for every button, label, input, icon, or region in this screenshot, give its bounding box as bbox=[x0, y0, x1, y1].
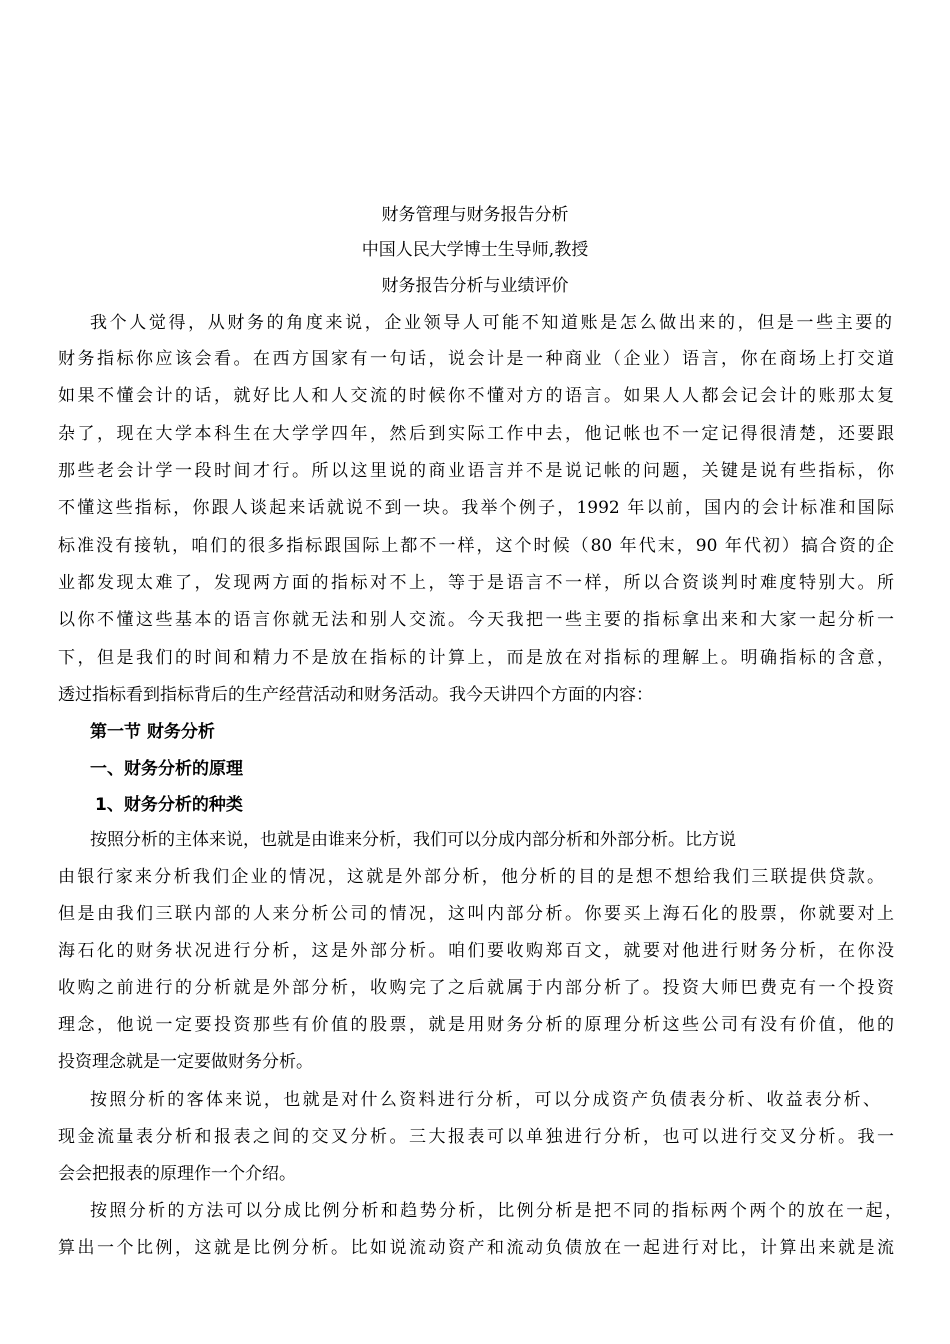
paragraph-line: 按照分析的方法可以分成比例分析和趋势分析，比例分析是把不同的指标两个两个的放在一起， bbox=[90, 1201, 902, 1221]
paragraph-line: 透过指标看到指标背后的生产经营活动和财务活动。我今天讲四个方面的内容： bbox=[58, 685, 653, 705]
paragraph-line: 标准没有接轨，咱们的很多指标跟国际上都不一样，这个时候（80 年代末，90 年代初）搞合资的企 bbox=[58, 536, 894, 556]
paragraph-line: 业都发现太难了，发现两方面的指标对不上，等于是语言不一样，所以合资谈判时难度特别大。所 bbox=[58, 573, 894, 593]
author-line: 中国人民大学博士生导师,教授 bbox=[361, 240, 589, 260]
heading-types: 1、财务分析的种类 bbox=[95, 795, 243, 815]
paragraph-line: 收购之前进行的分析就是外部分析，收购完了之后就属于内部分析了。投资大师巴费克有一个投资 bbox=[58, 978, 894, 998]
paragraph-line: 现金流量表分析和报表之间的交叉分析。三大报表可以单独进行分析，也可以进行交叉分析。我一 bbox=[58, 1127, 894, 1147]
paragraph-line: 算出一个比例，这就是比例分析。比如说流动资产和流动负债放在一起进行对比，计算出来就是流 bbox=[58, 1238, 894, 1258]
paragraph-line: 海石化的财务状况进行分析，这是外部分析。咱们要收购郑百文，就要对他进行财务分析，在你没 bbox=[58, 941, 894, 961]
paragraph-line: 财务指标你应该会看。在西方国家有一句话，说会计是一种商业（企业）语言，你在商场上打交道 bbox=[58, 349, 894, 369]
paragraph-line: 不懂这些指标，你跟人谈起来话就说不到一块。我举个例子，1992 年以前，国内的会计标准和国际 bbox=[58, 498, 894, 518]
paragraph-line: 理念，他说一定要投资那些有价值的股票，就是用财务分析的原理分析这些公司有没有价值，他的 bbox=[58, 1015, 894, 1035]
paragraph-line: 按照分析的主体来说，也就是由谁来分析，我们可以分成内部分析和外部分析。比方说 bbox=[90, 830, 736, 850]
document-subtitle: 财务报告分析与业绩评价 bbox=[381, 276, 569, 296]
paragraph-line: 我个人觉得，从财务的角度来说，企业领导人可能不知道账是怎么做出来的，但是一些主要的 bbox=[90, 313, 892, 333]
paragraph-line: 下，但是我们的时间和精力不是放在指标的计算上，而是放在对指标的理解上。明确指标的含意， bbox=[58, 648, 894, 668]
paragraph-line: 投资理念就是一定要做财务分析。 bbox=[58, 1052, 313, 1072]
section-title: 第一节 财务分析 bbox=[90, 722, 215, 742]
paragraph-line: 以你不懂这些基本的语言你就无法和别人交流。今天我把一些主要的指标拿出来和大家一起分析一 bbox=[58, 610, 894, 630]
paragraph-line: 会会把报表的原理作一个介绍。 bbox=[58, 1164, 296, 1184]
paragraph-line: 由银行家来分析我们企业的情况，这就是外部分析，他分析的目的是想不想给我们三联提供贷款。 bbox=[58, 867, 884, 887]
heading-principle: 一、财务分析的原理 bbox=[90, 759, 243, 779]
document-title: 财务管理与财务报告分析 bbox=[381, 205, 569, 225]
paragraph-line: 杂了，现在大学本科生在大学学四年，然后到实际工作中去，他记帐也不一定记得很清楚，还要跟 bbox=[58, 424, 894, 444]
paragraph-line: 按照分析的客体来说，也就是对什么资料进行分析，可以分成资产负债表分析、收益表分析、 bbox=[90, 1090, 880, 1110]
paragraph-line: 如果不懂会计的话，就好比人和人交流的时候你不懂对方的语言。如果人人都会记会计的账那太复 bbox=[58, 386, 894, 406]
paragraph-line: 那些老会计学一段时间才行。所以这里说的商业语言并不是说记帐的问题，关键是说有些指标，你 bbox=[58, 461, 894, 481]
paragraph-line: 但是由我们三联内部的人来分析公司的情况，这叫内部分析。你要买上海石化的股票，你就要对上 bbox=[58, 904, 894, 924]
